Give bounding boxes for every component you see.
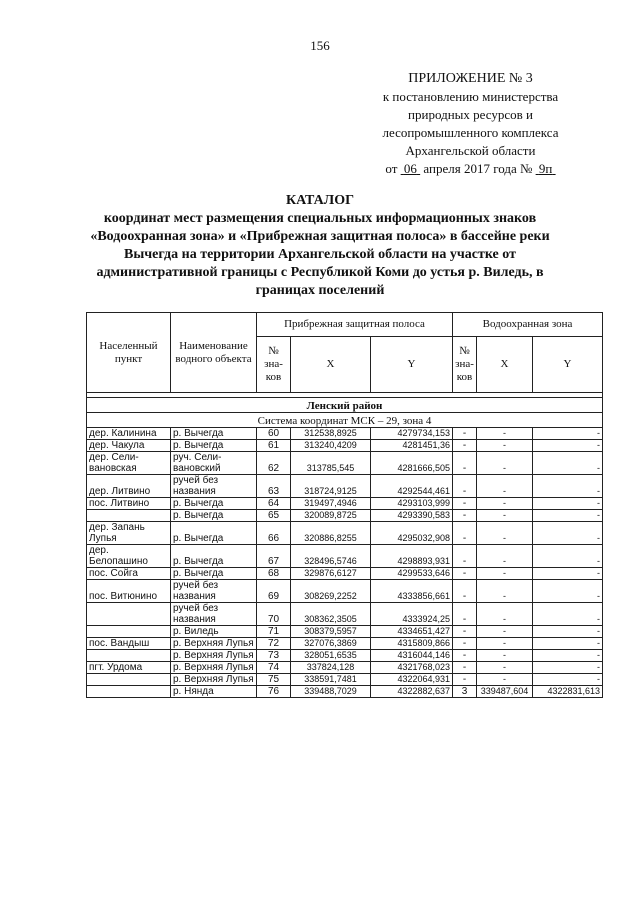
zone-sign-number-cell: 3 (453, 686, 477, 698)
water-body-cell: р. Нянда (171, 686, 257, 698)
settlement-cell (87, 626, 171, 638)
zone-y-cell: - (533, 452, 603, 475)
header-x: X (291, 337, 371, 393)
settlement-cell: дер. Литвино (87, 475, 171, 498)
zone-sign-number-cell: - (453, 452, 477, 475)
zone-x-cell: - (477, 440, 533, 452)
zone-sign-number-cell: - (453, 440, 477, 452)
zone-y-cell: - (533, 650, 603, 662)
water-body-cell: ручей без названия (171, 603, 257, 626)
water-body-cell: ручей без названия (171, 580, 257, 603)
catalog-heading (90, 192, 550, 300)
settlement-cell (87, 510, 171, 522)
header-sign-number: № зна-ков (453, 337, 477, 393)
zone-x-cell: - (477, 638, 533, 650)
sign-number-cell: 60 (257, 428, 291, 440)
table-row (87, 545, 603, 568)
y-cell: 4298893,931 (371, 545, 453, 568)
appendix-line: Архангельской области (405, 143, 536, 158)
table-row (87, 475, 603, 498)
zone-sign-number-cell: - (453, 638, 477, 650)
zone-sign-number-cell: - (453, 580, 477, 603)
water-body-cell: р. Вычегда (171, 498, 257, 510)
header-x: X (477, 337, 533, 393)
zone-sign-number-cell: - (453, 650, 477, 662)
table-row (87, 440, 603, 452)
district-name: Ленский район (87, 398, 603, 413)
header-sign-number: № зна-ков (257, 337, 291, 393)
y-cell: 4333924,25 (371, 603, 453, 626)
sign-number-cell: 66 (257, 522, 291, 545)
zone-x-cell: - (477, 510, 533, 522)
zone-y-cell: - (533, 580, 603, 603)
water-body-cell: р. Вычегда (171, 440, 257, 452)
zone-sign-number-cell: - (453, 522, 477, 545)
date-middle: апреля 2017 года № (423, 161, 533, 176)
x-cell: 312538,8925 (291, 428, 371, 440)
x-cell: 328051,6535 (291, 650, 371, 662)
sign-number-cell: 75 (257, 674, 291, 686)
zone-sign-number-cell: - (453, 498, 477, 510)
zone-sign-number-cell: - (453, 568, 477, 580)
y-cell: 4322882,637 (371, 686, 453, 698)
date-day: 06 (403, 161, 417, 176)
zone-y-cell: - (533, 428, 603, 440)
y-cell: 4315809,866 (371, 638, 453, 650)
table-row (87, 568, 603, 580)
zone-y-cell: - (533, 674, 603, 686)
zone-y-cell: - (533, 522, 603, 545)
sign-number-cell: 61 (257, 440, 291, 452)
y-cell: 4334651,427 (371, 626, 453, 638)
table-row (87, 428, 603, 440)
zone-y-cell: - (533, 545, 603, 568)
page-number: 156 (310, 38, 330, 53)
x-cell: 308269,2252 (291, 580, 371, 603)
table-row (87, 603, 603, 626)
y-cell: 4293390,583 (371, 510, 453, 522)
zone-x-cell: - (477, 674, 533, 686)
x-cell: 339488,7029 (291, 686, 371, 698)
catalog-line: «Водоохранная зона» и «Прибрежная защитная полоса» в бассейне реки (90, 229, 550, 244)
coordinates-table (86, 312, 603, 698)
order-number: 9п (538, 161, 553, 176)
header-settlement: Населенный пункт (87, 313, 171, 393)
zone-x-cell: - (477, 626, 533, 638)
water-body-cell: р. Вычегда (171, 568, 257, 580)
sign-number-cell: 62 (257, 452, 291, 475)
zone-sign-number-cell: - (453, 475, 477, 498)
x-cell: 308379,5957 (291, 626, 371, 638)
zone-x-cell: - (477, 650, 533, 662)
water-body-cell: р. Вычегда (171, 522, 257, 545)
table-row (87, 674, 603, 686)
x-cell: 313785,545 (291, 452, 371, 475)
x-cell: 320089,8725 (291, 510, 371, 522)
table-row (87, 498, 603, 510)
zone-sign-number-cell: - (453, 603, 477, 626)
zone-x-cell: - (477, 475, 533, 498)
settlement-cell (87, 603, 171, 626)
sign-number-cell: 67 (257, 545, 291, 568)
table-row (87, 510, 603, 522)
appendix-block (348, 70, 593, 178)
y-cell: 4299533,646 (371, 568, 453, 580)
y-cell: 4279734,153 (371, 428, 453, 440)
y-cell: 4292544,461 (371, 475, 453, 498)
y-cell: 4295032,908 (371, 522, 453, 545)
x-cell: 337824,128 (291, 662, 371, 674)
sign-number-cell: 68 (257, 568, 291, 580)
settlement-cell: пос. Литвино (87, 498, 171, 510)
zone-y-cell: 4322831,613 (533, 686, 603, 698)
zone-x-cell: - (477, 603, 533, 626)
x-cell: 338591,7481 (291, 674, 371, 686)
sign-number-cell: 74 (257, 662, 291, 674)
water-body-cell: р. Виледь (171, 626, 257, 638)
zone-y-cell: - (533, 568, 603, 580)
zone-x-cell: 339487,604 (477, 686, 533, 698)
y-cell: 4281451,36 (371, 440, 453, 452)
appendix-line: природных ресурсов и (408, 107, 533, 122)
water-body-cell: р. Вычегда (171, 545, 257, 568)
coord-system: Система координат МСК – 29, зона 4 (87, 413, 603, 428)
zone-y-cell: - (533, 510, 603, 522)
settlement-cell: пос. Сойга (87, 568, 171, 580)
settlement-cell: пос. Вандыш (87, 638, 171, 650)
date-prefix: от (385, 161, 398, 176)
y-cell: 4321768,023 (371, 662, 453, 674)
settlement-cell: пос. Витюнино (87, 580, 171, 603)
sign-number-cell: 72 (257, 638, 291, 650)
y-cell: 4316044,146 (371, 650, 453, 662)
water-body-cell: р. Верхняя Лупья (171, 674, 257, 686)
table-row (87, 522, 603, 545)
zone-x-cell: - (477, 580, 533, 603)
settlement-cell: дер. Запань Лупья (87, 522, 171, 545)
x-cell: 313240,4209 (291, 440, 371, 452)
zone-x-cell: - (477, 568, 533, 580)
appendix-title: ПРИЛОЖЕНИЕ № 3 (408, 71, 533, 86)
x-cell: 319497,4946 (291, 498, 371, 510)
zone-x-cell: - (477, 662, 533, 674)
settlement-cell: дер. Чакула (87, 440, 171, 452)
settlement-cell: дер. Калинина (87, 428, 171, 440)
header-coastal-strip: Прибрежная защитная полоса (257, 313, 453, 337)
zone-y-cell: - (533, 440, 603, 452)
water-body-cell: руч. Сели-вановский (171, 452, 257, 475)
zone-sign-number-cell: - (453, 626, 477, 638)
header-water-body: Наименование водного объекта (171, 313, 257, 393)
sign-number-cell: 70 (257, 603, 291, 626)
zone-x-cell: - (477, 498, 533, 510)
zone-x-cell: - (477, 428, 533, 440)
table-row (87, 650, 603, 662)
zone-x-cell: - (477, 522, 533, 545)
sign-number-cell: 76 (257, 686, 291, 698)
catalog-line: административной границы с Республикой Коми до устья р. Виледь, в (96, 265, 544, 280)
water-body-cell: р. Вычегда (171, 428, 257, 440)
sign-number-cell: 69 (257, 580, 291, 603)
water-body-cell: р. Верхняя Лупья (171, 662, 257, 674)
table-row (87, 686, 603, 698)
table-row (87, 638, 603, 650)
catalog-line: координат мест размещения специальных информационных знаков (103, 211, 537, 226)
appendix-line: к постановлению министерства (382, 89, 559, 104)
settlement-cell: пгт. Урдома (87, 662, 171, 674)
zone-x-cell: - (477, 545, 533, 568)
catalog-title: КАТАЛОГ (285, 193, 354, 208)
appendix-date (348, 160, 593, 178)
zone-sign-number-cell: - (453, 662, 477, 674)
x-cell: 327076,3869 (291, 638, 371, 650)
zone-y-cell: - (533, 475, 603, 498)
table-row (87, 452, 603, 475)
header-y: Y (371, 337, 453, 393)
y-cell: 4281666,505 (371, 452, 453, 475)
sign-number-cell: 73 (257, 650, 291, 662)
zone-sign-number-cell: - (453, 674, 477, 686)
table-row (87, 626, 603, 638)
appendix-line: лесопромышленного комплекса (382, 125, 559, 140)
sign-number-cell: 63 (257, 475, 291, 498)
x-cell: 308362,3505 (291, 603, 371, 626)
coord-system-row (87, 413, 603, 428)
catalog-line: границах поселений (255, 283, 385, 298)
district-row (87, 398, 603, 413)
zone-y-cell: - (533, 662, 603, 674)
sign-number-cell: 65 (257, 510, 291, 522)
x-cell: 329876,6127 (291, 568, 371, 580)
water-body-cell: р. Верхняя Лупья (171, 638, 257, 650)
table-row (87, 662, 603, 674)
water-body-cell: р. Верхняя Лупья (171, 650, 257, 662)
settlement-cell (87, 674, 171, 686)
sign-number-cell: 71 (257, 626, 291, 638)
zone-y-cell: - (533, 638, 603, 650)
settlement-cell (87, 650, 171, 662)
zone-x-cell: - (477, 452, 533, 475)
catalog-line: Вычегда на территории Архангельской области на участке от (124, 247, 516, 262)
zone-sign-number-cell: - (453, 510, 477, 522)
x-cell: 318724,9125 (291, 475, 371, 498)
x-cell: 328496,5746 (291, 545, 371, 568)
settlement-cell (87, 686, 171, 698)
y-cell: 4322064,931 (371, 674, 453, 686)
zone-sign-number-cell: - (453, 545, 477, 568)
zone-y-cell: - (533, 498, 603, 510)
header-y: Y (533, 337, 603, 393)
water-body-cell: р. Вычегда (171, 510, 257, 522)
y-cell: 4293103,999 (371, 498, 453, 510)
sign-number-cell: 64 (257, 498, 291, 510)
settlement-cell: дер. Сели-вановская (87, 452, 171, 475)
zone-sign-number-cell: - (453, 428, 477, 440)
y-cell: 4333856,661 (371, 580, 453, 603)
x-cell: 320886,8255 (291, 522, 371, 545)
zone-y-cell: - (533, 626, 603, 638)
water-body-cell: ручей без названия (171, 475, 257, 498)
settlement-cell: дер. Белопашино (87, 545, 171, 568)
table-row (87, 580, 603, 603)
header-water-zone: Водоохранная зона (453, 313, 603, 337)
zone-y-cell: - (533, 603, 603, 626)
